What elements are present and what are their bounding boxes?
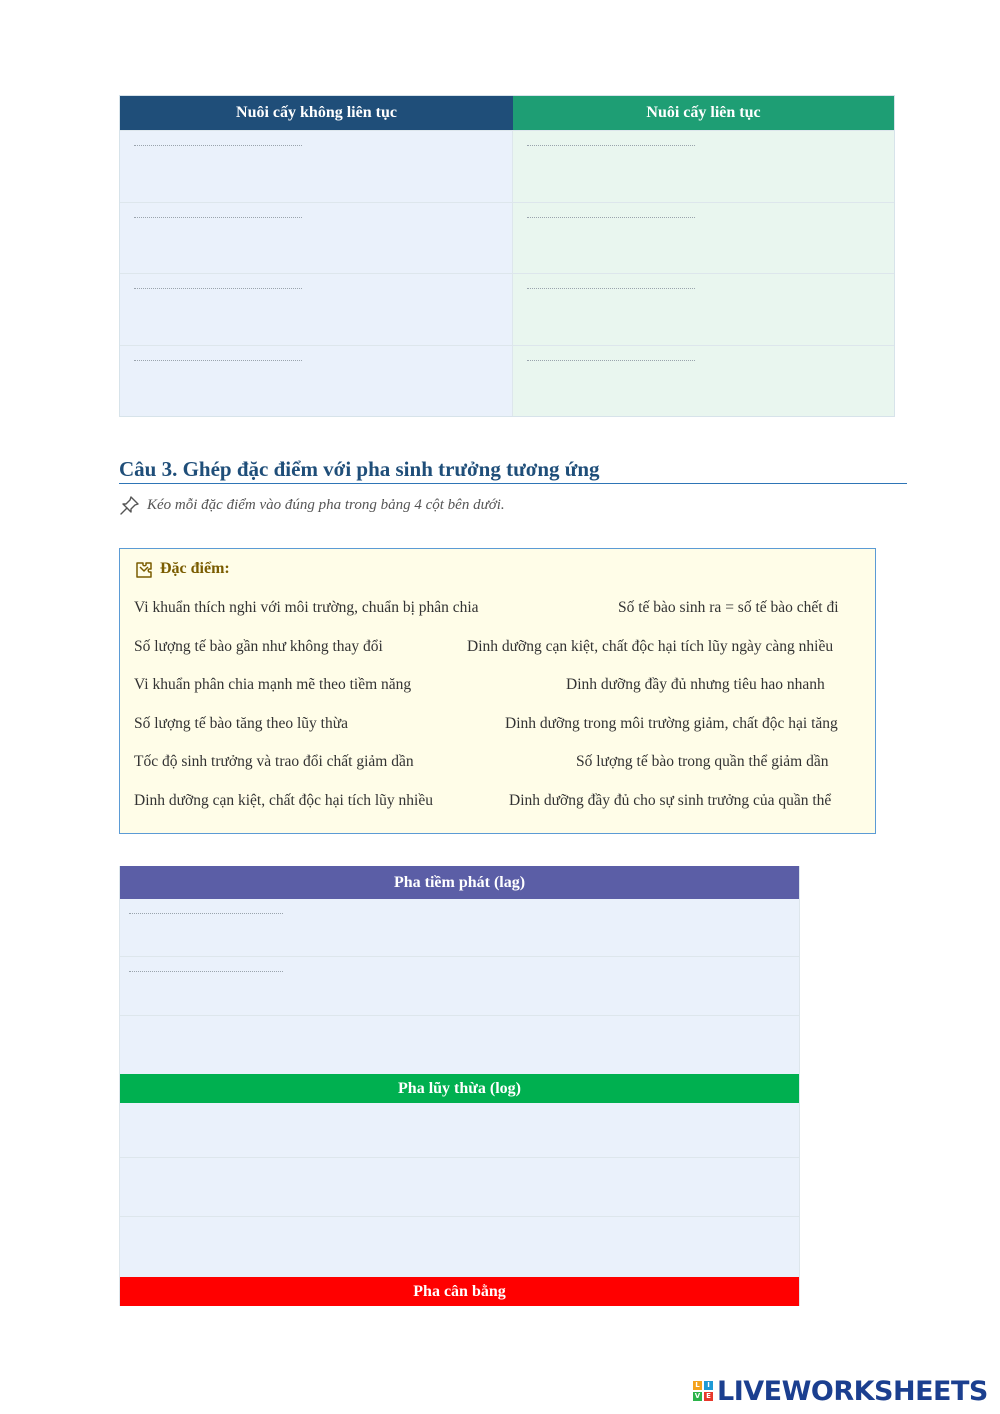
instruction-text: Kéo mỗi đặc điểm vào đúng pha trong bảng 4 cột bên dưới. (147, 496, 505, 513)
blank-line (134, 280, 302, 289)
blank-line (134, 209, 302, 218)
feature-item[interactable]: Số tế bào sinh ra = số tế bào chết đi (618, 599, 839, 616)
answer-cell[interactable] (120, 273, 513, 345)
answer-cell[interactable] (120, 130, 513, 202)
logo-mark-icon: L I V E (693, 1381, 713, 1401)
blank-line (134, 137, 302, 146)
answer-cell[interactable] (513, 130, 894, 202)
features-title (134, 558, 230, 580)
feature-item[interactable]: Dinh dưỡng cạn kiệt, chất độc hại tích lũy ngày càng nhiều (467, 638, 834, 655)
phase-drop-row[interactable] (120, 1016, 799, 1074)
phase-header-stationary: Pha cân bằng (120, 1277, 799, 1306)
phase-drop-row[interactable] (120, 957, 799, 1016)
feature-item[interactable]: Số lượng tế bào trong quần thể giảm dần (576, 753, 829, 770)
answer-cell[interactable] (120, 345, 513, 417)
comparison-table (119, 95, 895, 417)
phase-header-log: Pha lũy thừa (log) (120, 1074, 799, 1103)
phase-drop-row[interactable] (120, 1217, 799, 1277)
phase-drop-row[interactable] (120, 1103, 799, 1158)
blank-line (527, 352, 695, 361)
pushpin-icon (119, 494, 141, 516)
instruction (119, 494, 505, 516)
features-box (119, 548, 876, 834)
blank-line (527, 280, 695, 289)
blank-line (129, 905, 283, 914)
logo-text: LIVEWORKSHEETS (717, 1375, 988, 1407)
answer-cell[interactable] (513, 345, 894, 417)
header-discontinuous-culture: Nuôi cấy không liên tục (120, 96, 513, 130)
question-3-title: Câu 3. Ghép đặc điểm với pha sinh trưởng tương ứng (119, 455, 907, 484)
phase-drop-row[interactable] (120, 1158, 799, 1217)
header-continuous-culture: Nuôi cấy liên tục (513, 96, 894, 130)
feature-item[interactable]: Dinh dưỡng trong môi trường giảm, chất độc hại tăng (505, 715, 838, 732)
answer-cell[interactable] (120, 202, 513, 274)
blank-line (134, 352, 302, 361)
feature-item[interactable]: Dinh dưỡng cạn kiệt, chất độc hại tích lũy nhiều (134, 792, 433, 809)
phase-drop-row[interactable] (120, 899, 799, 957)
feature-item[interactable]: Vi khuẩn phân chia mạnh mẽ theo tiềm năng (134, 676, 412, 693)
feature-item[interactable]: Số lượng tế bào gần như không thay đổi (134, 638, 383, 655)
phase-table (119, 866, 800, 1306)
blank-line (129, 963, 283, 972)
answer-cell[interactable] (513, 202, 894, 274)
feature-item[interactable]: Tốc độ sinh trưởng và trao đổi chất giảm dần (134, 753, 414, 770)
feature-item[interactable]: Dinh dưỡng đầy đủ nhưng tiêu hao nhanh (566, 676, 825, 693)
blank-line (527, 209, 695, 218)
feature-item[interactable]: Vi khuẩn thích nghi với môi trường, chuẩn bị phân chia (134, 599, 479, 616)
feature-item[interactable]: Dinh dưỡng đầy đủ cho sự sinh trưởng của quần thể (509, 792, 832, 809)
puzzle-icon (134, 559, 154, 579)
liveworksheets-logo (693, 1376, 988, 1406)
phase-header-lag: Pha tiềm phát (lag) (120, 866, 799, 899)
answer-cell[interactable] (513, 273, 894, 345)
feature-item[interactable]: Số lượng tế bào tăng theo lũy thừa (134, 715, 348, 732)
features-title-text: Đặc điểm: (160, 560, 230, 577)
blank-line (527, 137, 695, 146)
